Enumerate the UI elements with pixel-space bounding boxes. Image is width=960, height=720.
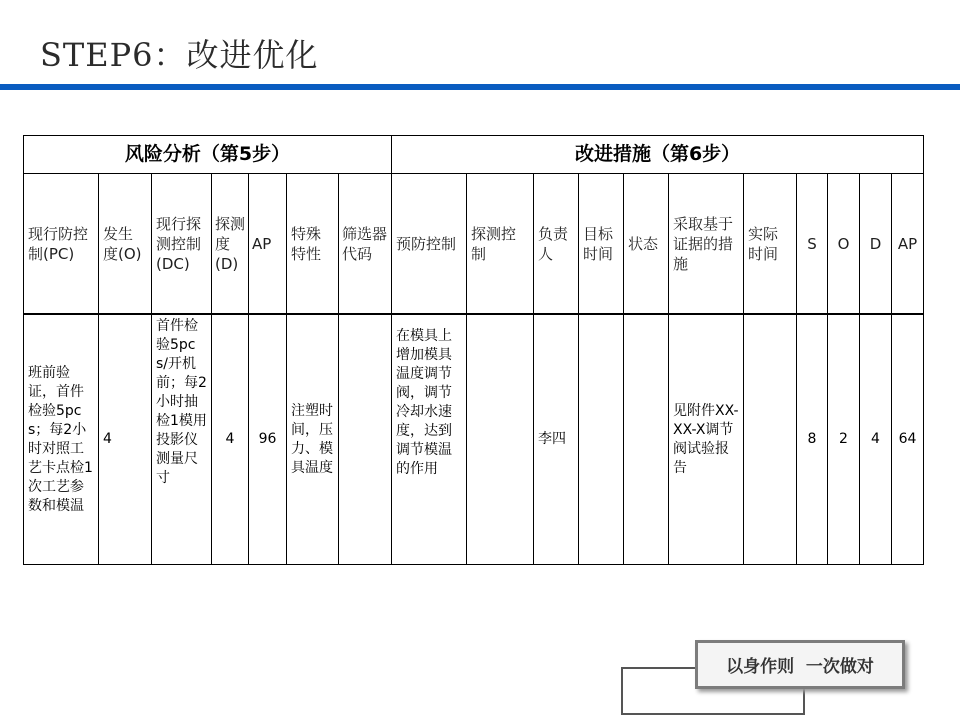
cell-detect (467, 314, 534, 565)
fmea-table (23, 135, 924, 565)
col-header-owner: 负责人 (534, 174, 579, 315)
improvement-header: 改进措施（第6步） (392, 136, 924, 174)
cell-o: 2 (828, 314, 860, 565)
col-header-d: D (860, 174, 892, 315)
col-header-dc: 现行探测控制(DC) (152, 174, 212, 315)
col-header-o: O (828, 174, 860, 315)
col-header-status: 状态 (624, 174, 669, 315)
slogan-text: 以身作则 一次做对 (695, 640, 905, 689)
cell-prevent: 在模具上增加模具温度调节阀，调节冷却水速度，达到调节模温的作用 (392, 314, 467, 565)
risk-analysis-header: 风险分析（第5步） (24, 136, 392, 174)
col-header-detect: 探测控制 (467, 174, 534, 315)
cell-filter-code (339, 314, 392, 565)
col-header-detection: 探测度(D) (212, 174, 249, 315)
cell-action: 见附件XX-XX-X调节阀试验报告 (669, 314, 744, 565)
col-header-action: 采取基于证据的措施 (669, 174, 744, 315)
cell-special-char: 注塑时间，压力、模具温度 (287, 314, 339, 565)
cell-pc: 班前验证，首件检验5pcs；每2小时对照工艺卡点检1次工艺参数和模温 (24, 314, 99, 565)
col-header-target-time: 目标时间 (579, 174, 624, 315)
col-header-actual-time: 实际时间 (744, 174, 797, 315)
cell-occurrence: 4 (99, 314, 152, 565)
col-header-ap-new: AP (892, 174, 924, 315)
col-header-occurrence: 发生度(O) (99, 174, 152, 315)
col-header-s: S (797, 174, 828, 315)
cell-d: 4 (860, 314, 892, 565)
cell-s: 8 (797, 314, 828, 565)
cell-dc: 首件检验5pcs/开机前；每2小时抽检1模用投影仪测量尺寸 (152, 314, 212, 565)
cell-ap: 96 (249, 314, 287, 565)
col-header-pc: 现行防控制(PC) (24, 174, 99, 315)
page-title: STEP6：改进优化 (40, 36, 319, 74)
title-divider (0, 84, 960, 90)
col-header-prevent: 预防控制 (392, 174, 467, 315)
slogan-box (621, 640, 906, 714)
col-header-ap: AP (249, 174, 287, 315)
cell-ap-new: 64 (892, 314, 924, 565)
col-header-special-char: 特殊特性 (287, 174, 339, 315)
cell-actual-time (744, 314, 797, 565)
cell-owner: 李四 (534, 314, 579, 565)
col-header-filter-code: 筛选器代码 (339, 174, 392, 315)
cell-status (624, 314, 669, 565)
cell-detection: 4 (212, 314, 249, 565)
cell-target-time (579, 314, 624, 565)
